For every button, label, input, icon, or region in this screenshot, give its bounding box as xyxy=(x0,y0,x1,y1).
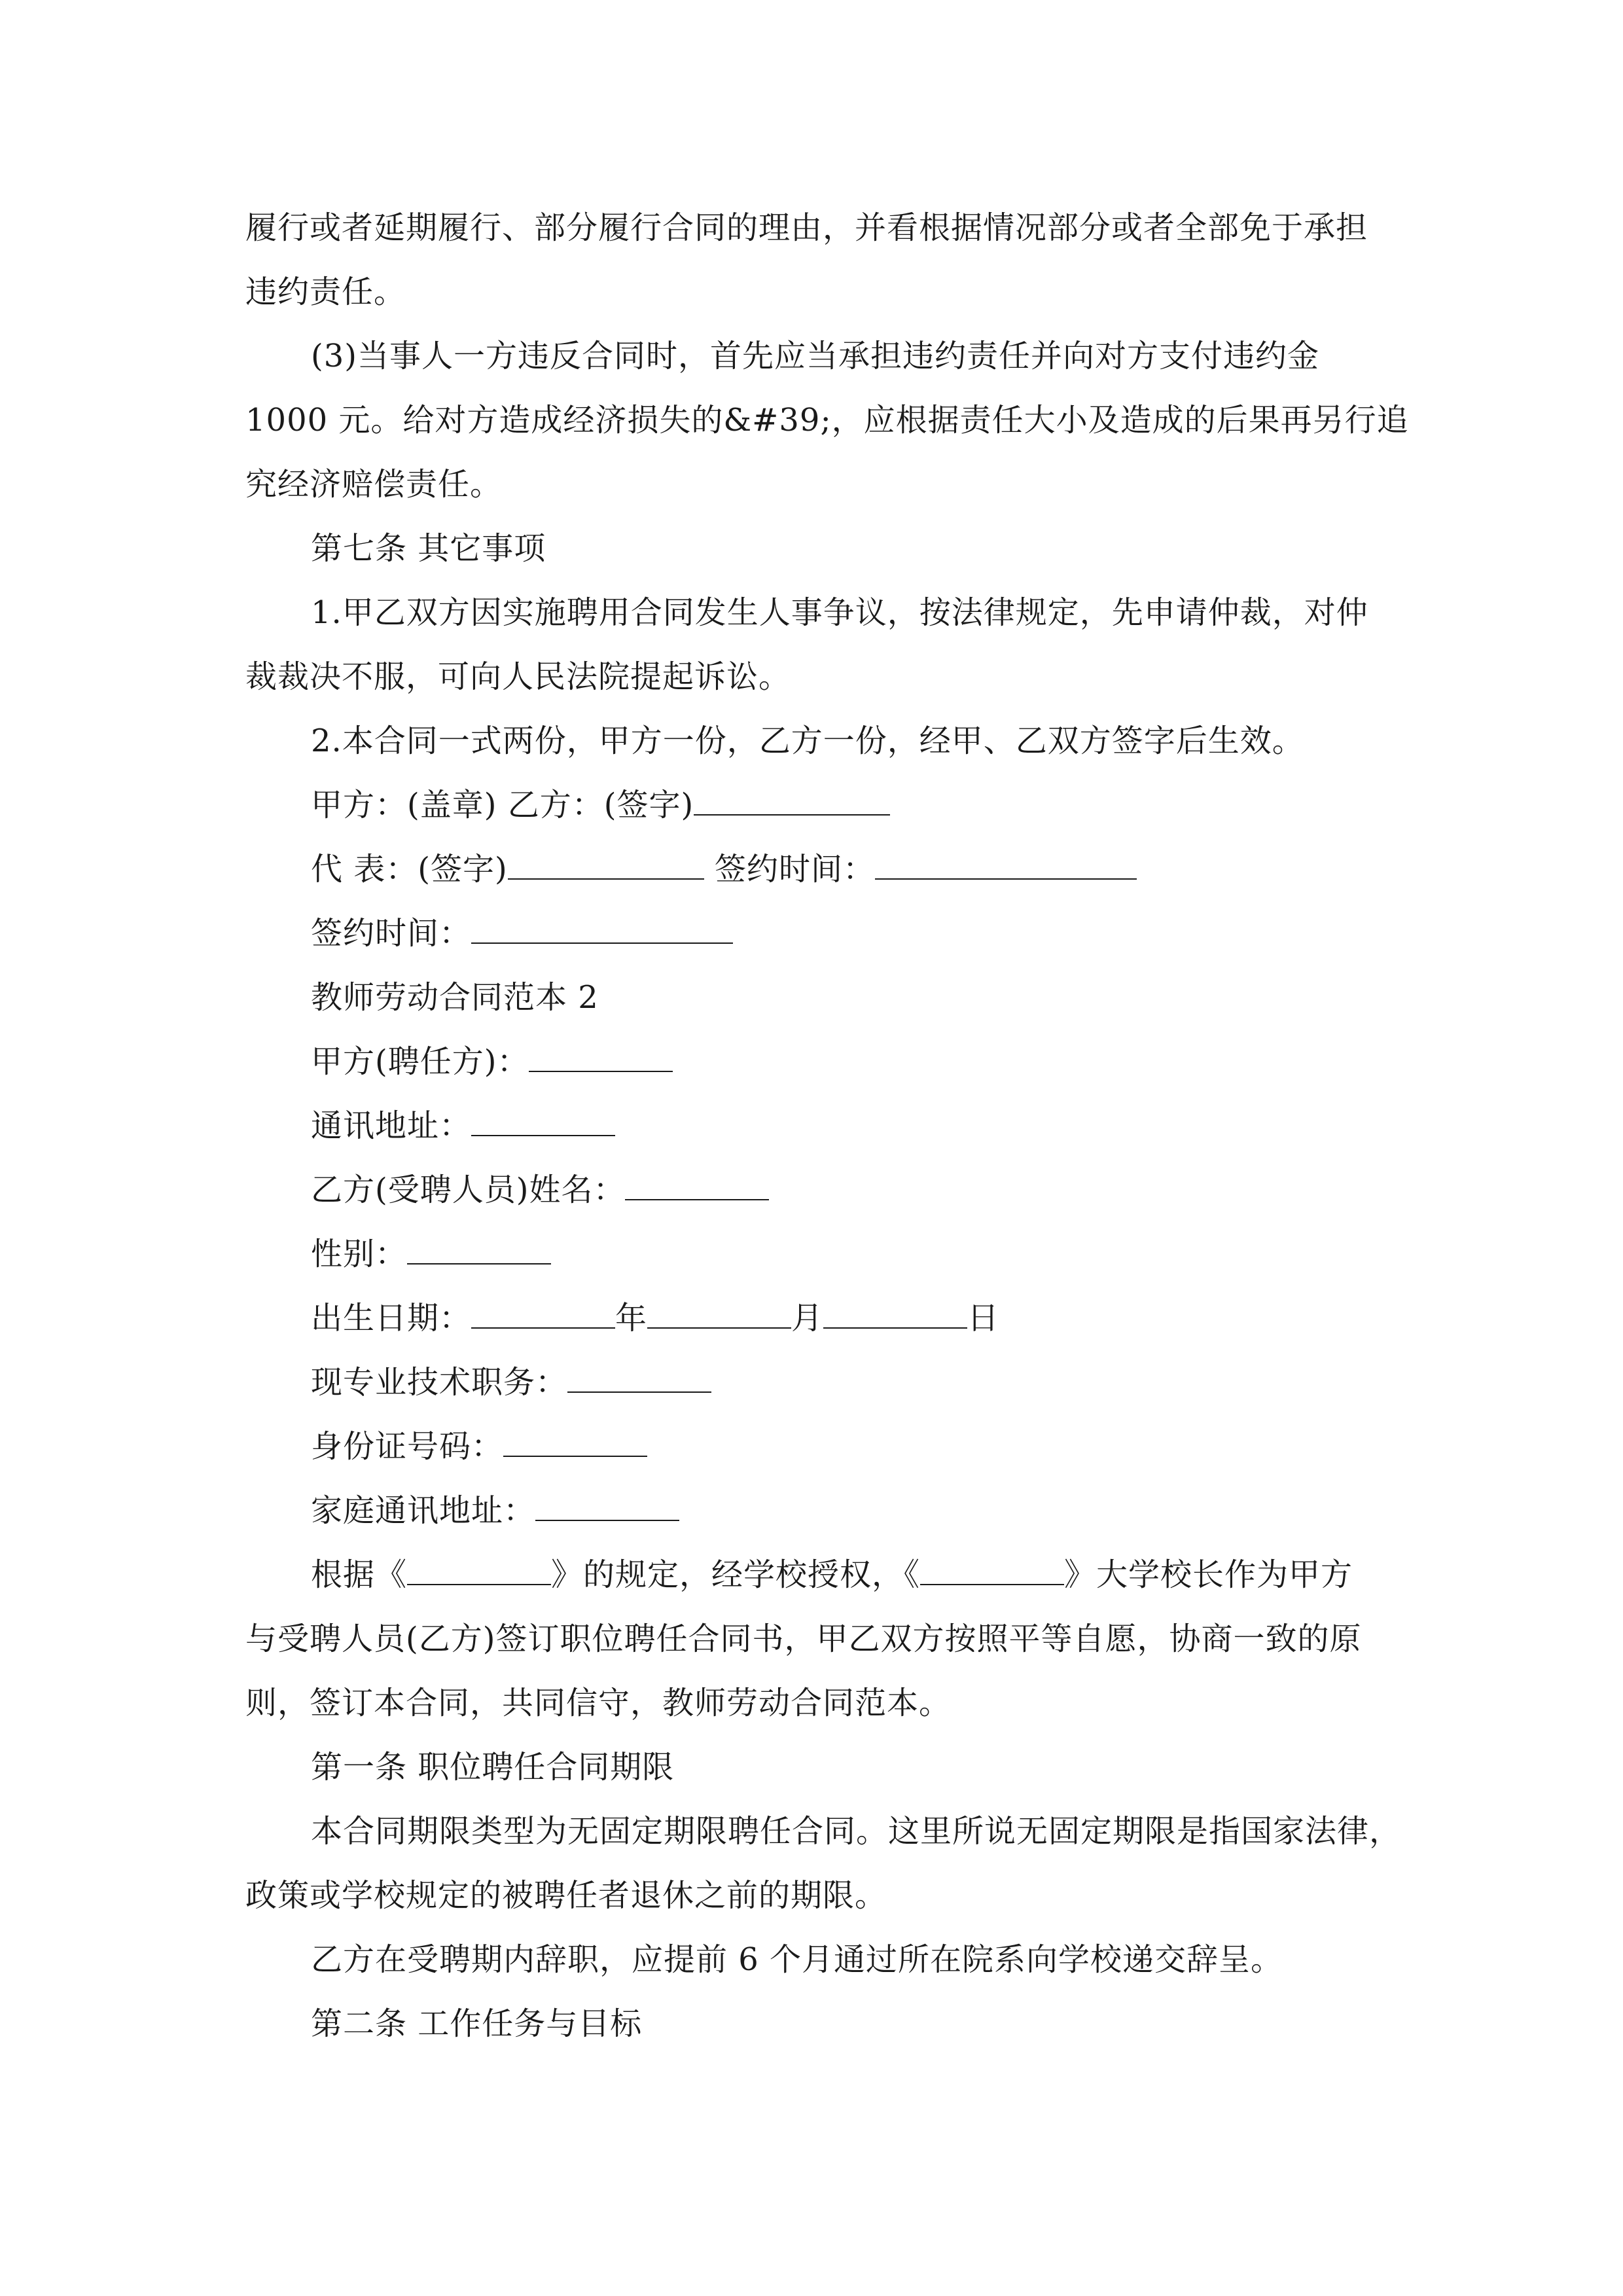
law-name-blank xyxy=(407,1558,551,1585)
field-label: 性别： xyxy=(311,1236,408,1272)
field-label: 签约时间： xyxy=(311,915,472,952)
text-line: 违约责任。 xyxy=(245,274,406,310)
form-field xyxy=(311,1491,679,1530)
form-field xyxy=(311,1427,647,1466)
field-label: 签约时间： xyxy=(714,851,875,888)
field-blank xyxy=(471,1109,615,1136)
signature-blank xyxy=(508,852,704,880)
text-line: 2.本合同一式两份，甲方一份，乙方一份，经甲、乙双方签字后生效。 xyxy=(311,723,1304,759)
text-line: 则，签订本合同，共同信守，教师劳动合同范本。 xyxy=(245,1685,952,1721)
section-heading: 第七条 其它事项 xyxy=(311,530,546,567)
text-line: (3)当事人一方违反合同时，首先应当承担违约责任并向对方支付违约金 xyxy=(311,338,1319,374)
form-field xyxy=(311,1234,551,1274)
field-label: 甲方(聘任方)： xyxy=(311,1043,529,1080)
signature-line xyxy=(311,914,733,953)
signature-line xyxy=(311,850,1137,889)
day-blank xyxy=(823,1301,967,1329)
form-field xyxy=(311,1170,769,1210)
signature-blank xyxy=(694,788,890,816)
form-field xyxy=(311,1363,711,1402)
form-field xyxy=(311,1299,999,1338)
field-blank xyxy=(529,1045,673,1072)
date-blank xyxy=(471,916,733,944)
text-line: 与受聘人员(乙方)签订职位聘任合同书，甲乙双方按照平等自愿，协商一致的原 xyxy=(245,1621,1362,1657)
form-field xyxy=(311,1106,615,1145)
text-line: 究经济赔偿责任。 xyxy=(245,466,503,503)
year-label: 年 xyxy=(615,1300,648,1336)
text-segment: 根据《 xyxy=(311,1556,408,1593)
date-blank xyxy=(875,852,1137,880)
field-label: 身份证号码： xyxy=(311,1428,504,1465)
text-line: 裁裁决不服，可向人民法院提起诉讼。 xyxy=(245,658,791,695)
text-line: 乙方在受聘期内辞职，应提前 6 个月通过所在院系向学校递交辞呈。 xyxy=(311,1941,1283,1978)
section-heading: 第一条 职位聘任合同期限 xyxy=(311,1749,675,1785)
signature-line xyxy=(311,785,890,825)
university-name-blank xyxy=(920,1558,1064,1585)
month-blank xyxy=(647,1301,791,1329)
month-label: 月 xyxy=(791,1300,824,1336)
year-blank xyxy=(471,1301,615,1329)
field-label: 现专业技术职务： xyxy=(311,1364,568,1401)
field-label: 家庭通讯地址： xyxy=(311,1492,536,1529)
text-line xyxy=(311,1555,1353,1594)
field-label: 代 表：(签字) xyxy=(311,851,508,888)
section-heading: 第二条 工作任务与目标 xyxy=(311,2005,643,2042)
text-line: 1000 元。给对方造成经济损失的&#39;，应根据责任大小及造成的后果再另行追 xyxy=(245,402,1409,439)
field-blank xyxy=(407,1237,551,1265)
text-line: 1.甲乙双方因实施聘用合同发生人事争议，按法律规定，先申请仲裁，对仲 xyxy=(311,594,1368,631)
field-blank xyxy=(567,1365,711,1393)
text-line: 履行或者延期履行、部分履行合同的理由，并看根据情况部分或者全部免于承担 xyxy=(245,209,1368,246)
text-segment: 》大学校长作为甲方 xyxy=(1064,1556,1353,1593)
text-line: 政策或学校规定的被聘任者退休之前的期限。 xyxy=(245,1877,887,1914)
text-line: 本合同期限类型为无固定期限聘任合同。这里所说无固定期限是指国家法律， xyxy=(311,1813,1402,1850)
field-label: 通讯地址： xyxy=(311,1107,472,1144)
field-blank xyxy=(503,1429,647,1457)
document-title: 教师劳动合同范本 2 xyxy=(311,979,599,1016)
field-label: 乙方(受聘人员)姓名： xyxy=(311,1172,626,1208)
text-segment: 》的规定，经学校授权，《 xyxy=(551,1556,921,1593)
field-label: 甲方：(盖章) 乙方：(签字) xyxy=(311,787,694,823)
field-blank xyxy=(625,1173,769,1200)
field-label: 出生日期： xyxy=(311,1300,472,1336)
field-blank xyxy=(535,1494,679,1521)
day-label: 日 xyxy=(967,1300,1000,1336)
form-field xyxy=(311,1042,673,1081)
